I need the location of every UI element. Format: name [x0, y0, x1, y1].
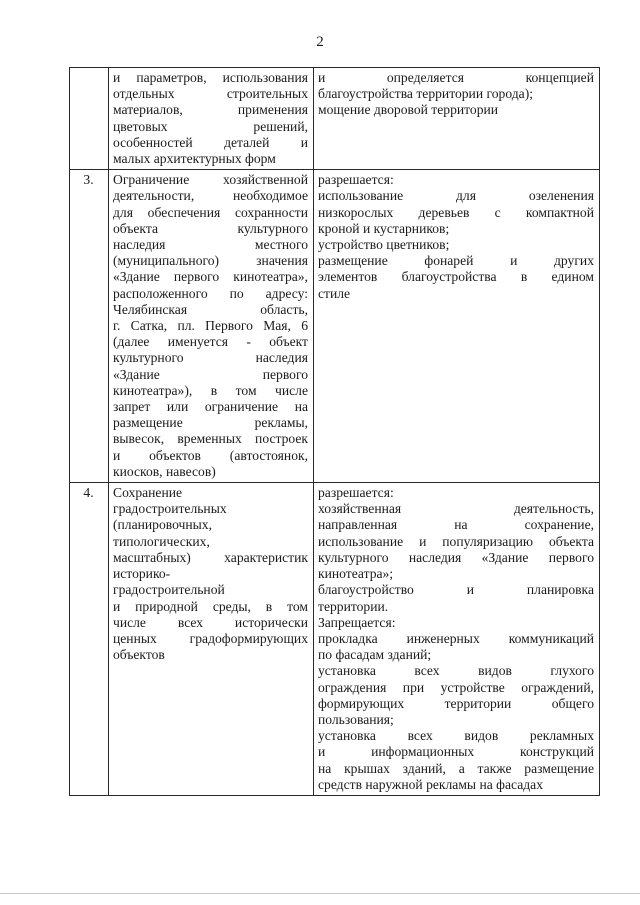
- text-line: и определяется концепцией: [318, 70, 594, 85]
- text-line: ценных градоформирующих: [113, 630, 308, 646]
- text-line: Запрещается:: [318, 614, 396, 630]
- text-line: и природной среды, в том: [113, 598, 308, 614]
- text-line: культурного наследия «Здание первого: [318, 549, 594, 565]
- text-line: киосков, навесов): [113, 463, 216, 479]
- page-bottom-rule: [0, 893, 640, 894]
- text-line: пользования;: [318, 711, 394, 727]
- requirement-cell: [314, 170, 600, 483]
- text-line: (далее именуется - объект: [113, 334, 308, 350]
- text-line: объекта культурного: [113, 220, 308, 236]
- text-line: масштабных) характеристик: [113, 549, 308, 565]
- text-line: направленная на сохранение,: [318, 517, 594, 533]
- text-line: особенностей деталей и: [113, 134, 308, 150]
- text-line: типологических,: [113, 533, 210, 549]
- text-line: градостроительной: [113, 582, 225, 598]
- text-line: элементов благоустройства в едином: [318, 269, 594, 285]
- text-line: разрешается:: [318, 172, 394, 188]
- text-line: деятельности, необходимое: [113, 188, 308, 204]
- text-line: по фасадам зданий;: [318, 647, 432, 663]
- text-line: кинотеатра»), в том числе: [113, 382, 308, 398]
- text-line: средств наружной рекламы на фасадах: [318, 776, 543, 792]
- table-row: [70, 483, 600, 796]
- row-number: 3.: [70, 170, 109, 483]
- requirement-cell: [314, 68, 600, 170]
- text-line: разрешается:: [318, 485, 394, 501]
- text-line: устройство цветников;: [318, 237, 450, 253]
- text-line: материалов, применения: [113, 102, 308, 118]
- text-line: малых архитектурных форм: [113, 151, 276, 167]
- text-line: формирующих территории общего: [318, 695, 594, 711]
- text-line: благоустройство и планировка: [318, 582, 594, 598]
- text-line: использование для озеленения: [318, 188, 594, 204]
- text-line: вывесок, временных построек: [113, 431, 308, 447]
- text-line: наследия местного: [113, 237, 308, 253]
- text-line: (муниципального) значения: [113, 253, 308, 269]
- text-line: хозяйственная деятельность,: [318, 501, 594, 517]
- text-line: установка всех видов глухого: [318, 663, 594, 679]
- restriction-cell: [109, 170, 314, 483]
- text-line: расположенного по адресу:: [113, 285, 308, 301]
- text-line: кроной и кустарников;: [318, 220, 450, 236]
- text-line: мощение дворовой территории: [318, 102, 499, 118]
- text-line: стиле: [318, 285, 351, 301]
- text-line: прокладка инженерных коммуникаций: [318, 630, 594, 646]
- text-line: отдельных строительных: [113, 86, 308, 102]
- row-number: [70, 68, 109, 170]
- text-line: установка всех видов рекламных: [318, 728, 594, 744]
- row-number: 4.: [70, 483, 109, 796]
- text-line: числе всех исторически: [113, 614, 308, 630]
- text-line: градостроительных: [113, 501, 227, 517]
- text-line: размещение рекламы,: [113, 415, 308, 431]
- text-line: кинотеатра»;: [318, 566, 394, 582]
- text-line: Челябинская область,: [113, 301, 308, 317]
- text-line: объектов: [113, 647, 165, 663]
- text-line: для обеспечения сохранности: [113, 204, 308, 220]
- text-line: ограждения при устройстве ограждений,: [318, 679, 594, 695]
- text-line: благоустройства территории города);: [318, 86, 533, 102]
- text-line: Сохранение: [113, 485, 183, 501]
- text-line: запрет или ограничение на: [113, 399, 308, 415]
- table-row: [70, 170, 600, 483]
- text-line: культурного наследия: [113, 350, 308, 366]
- text-line: «Здание первого кинотеатра»,: [113, 269, 308, 285]
- requirement-cell: [314, 483, 600, 796]
- restriction-cell: [109, 68, 314, 170]
- text-line: территории.: [318, 598, 389, 614]
- text-line: на крышах зданий, а также размещение: [318, 760, 594, 776]
- text-line: и информационных конструкций: [318, 744, 594, 760]
- text-line: Ограничение хозяйственной: [113, 172, 308, 188]
- regulations-table: [69, 67, 600, 796]
- text-line: низкорослых деревьев с компактной: [318, 204, 594, 220]
- restriction-cell: [109, 483, 314, 796]
- text-line: и параметров, использования: [113, 70, 308, 85]
- text-line: размещение фонарей и других: [318, 253, 594, 269]
- page-number: 2: [316, 34, 324, 50]
- table-row: [70, 68, 600, 170]
- text-line: (планировочных,: [113, 517, 212, 533]
- text-line: «Здание первого: [113, 366, 308, 382]
- text-line: г. Сатка, пл. Первого Мая, 6: [113, 318, 308, 334]
- text-line: и объектов (автостоянок,: [113, 447, 308, 463]
- text-line: использование и популяризацию объекта: [318, 533, 594, 549]
- text-line: цветовых решений,: [113, 118, 308, 134]
- text-line: историко-: [113, 566, 171, 582]
